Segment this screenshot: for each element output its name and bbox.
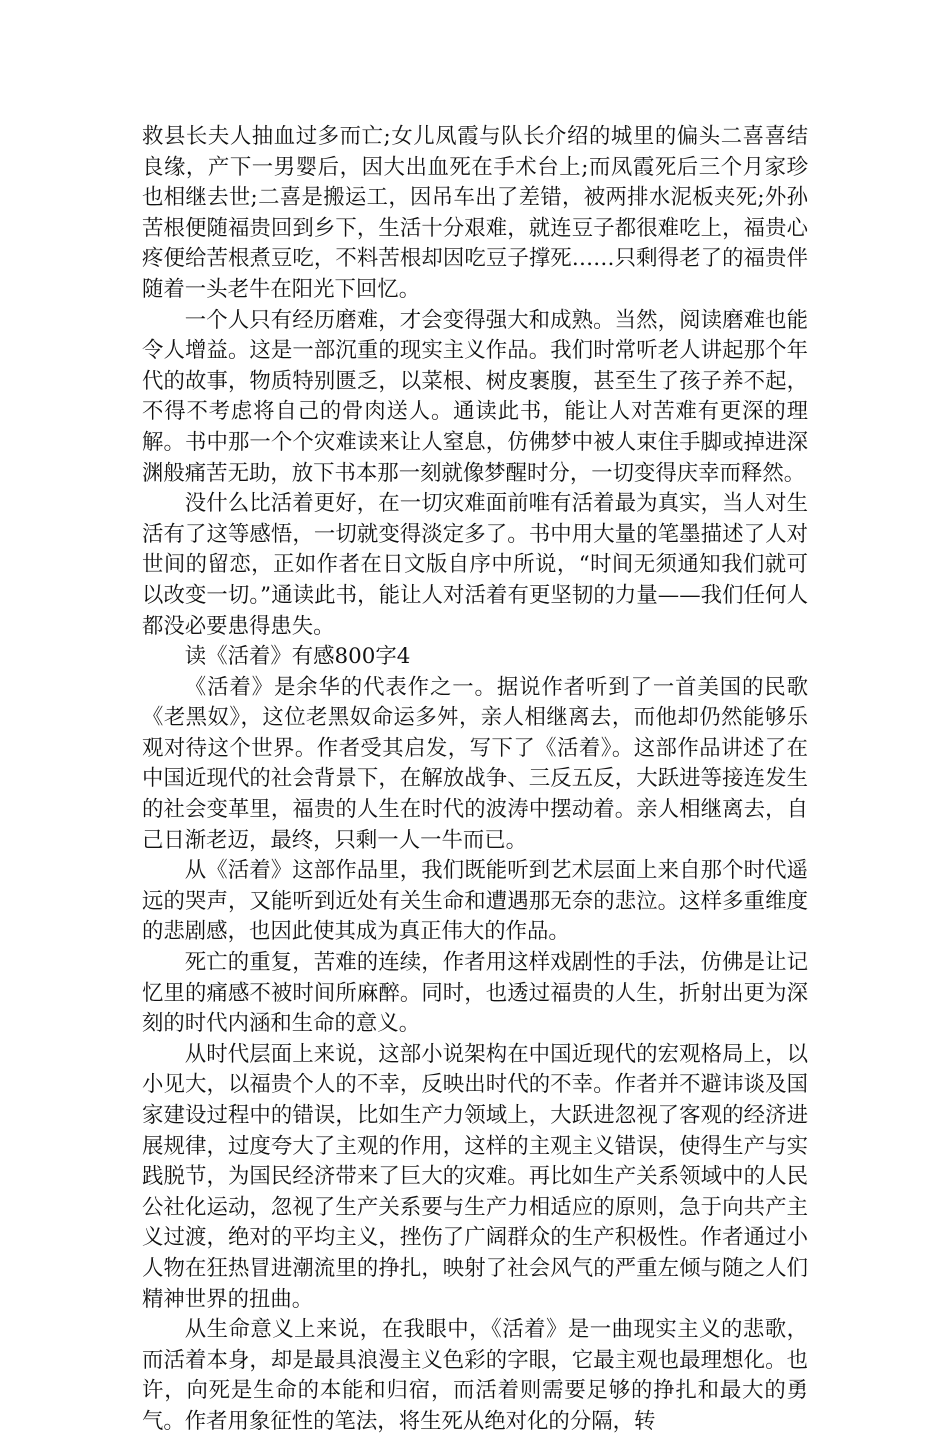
paragraph-5: 从《活着》这部作品里，我们既能听到艺术层面上来自那个时代遥远的哭声，又能听到近处有关生命和遭遇那无奈的悲泣。这样多重维度的悲剧感，也因此使其成为真正伟大的作品。 <box>142 858 808 945</box>
paragraph-6: 死亡的重复，苦难的连续，作者用这样戏剧性的手法，仿佛是让记忆里的痛感不被时间所麻醉。同时，也透过福贵的人生，折射出更为深刻的时代内涵和生命的意义。 <box>142 950 808 1037</box>
paragraph-2: 一个人只有经历磨难，才会变得强大和成熟。当然，阅读磨难也能令人增益。这是一部沉重的现实主义作品。我们时常听老人讲起那个年代的故事，物质特别匮乏，以菜根、树皮裹腹，甚至生了孩子养不起，不得不考虑将自己的骨肉送人。通读此书，能让人对苦难有更深的理解。书中那一个个灾难读来让人窒息，仿佛梦中被人束住手脚或掉进深渊般痛苦无助，放下书本那一刻就像梦醒时分，一切变得庆幸而释然。 <box>142 307 808 486</box>
paragraph-3: 没什么比活着更好，在一切灾难面前唯有活着最为真实，当人对生活有了这等感悟，一切就变得淡定多了。书中用大量的笔墨描述了人对世间的留恋，正如作者在日文版自序中所说，“时间无须通知我们就可以改变一切。”通读此书，能让人对活着有更坚韧的力量——我们任何人都没必要患得患失。 <box>142 491 808 639</box>
paragraph-7: 从时代层面上来说，这部小说架构在中国近现代的宏观格局上，以小见大，以福贵个人的不幸，反映出时代的不幸。作者并不避讳谈及国家建设过程中的错误，比如生产力领域上，大跃进忽视了客观的经济进展规律，过度夸大了主观的作用，这样的主观主义错误，使得生产与实践脱节，为国民经济带来了巨大的灾难。再比如生产关系领域中的人民公社化运动，忽视了生产关系要与生产力相适应的原则，急于向共产主义过渡，绝对的平均主义，挫伤了广阔群众的生产积极性。作者通过小人物在狂热冒进潮流里的挣扎，映射了社会风气的严重左倾与随之人们精神世界的扭曲。 <box>142 1041 808 1312</box>
paragraph-8: 从生命意义上来说，在我眼中，《活着》是一曲现实主义的悲歌，而活着本身，却是最具浪漫主义色彩的字眼，它最主观也最理想化。也许，向死是生命的本能和归宿，而活着则需要足够的挣扎和最大的勇气。作者用象征性的笔法，将生死从绝对化的分隔，转 <box>142 1317 808 1434</box>
document-body <box>142 122 808 1438</box>
paragraph-4: 《活着》是余华的代表作之一。据说作者听到了一首美国的民歌《老黑奴》，这位老黑奴命运多舛，亲人相继离去，而他却仍然能够乐观对待这个世界。作者受其启发，写下了《活着》。这部作品讲述了在中国近现代的社会背景下，在解放战争、三反五反，大跃进等接连发生的社会变革里，福贵的人生在时代的波涛中摆动着。亲人相继离去，自己日渐老迈，最终，只剩一人一牛而已。 <box>142 674 808 853</box>
section-heading: 读《活着》有感800字4 <box>184 644 411 670</box>
paragraph-1: 救县长夫人抽血过多而亡;女儿凤霞与队长介绍的城里的偏头二喜喜结良缘，产下一男婴后，因大出血死在手术台上;而凤霞死后三个月家珍也相继去世;二喜是搬运工，因吊车出了差错，被两排水泥板夹死;外孙苦根便随福贵回到乡下，生活十分艰难，就连豆子都很难吃上，福贵心疼便给苦根煮豆吃，不料苦根却因吃豆子撑死……只剩得老了的福贵伴随着一头老牛在阳光下回忆。 <box>142 124 808 302</box>
